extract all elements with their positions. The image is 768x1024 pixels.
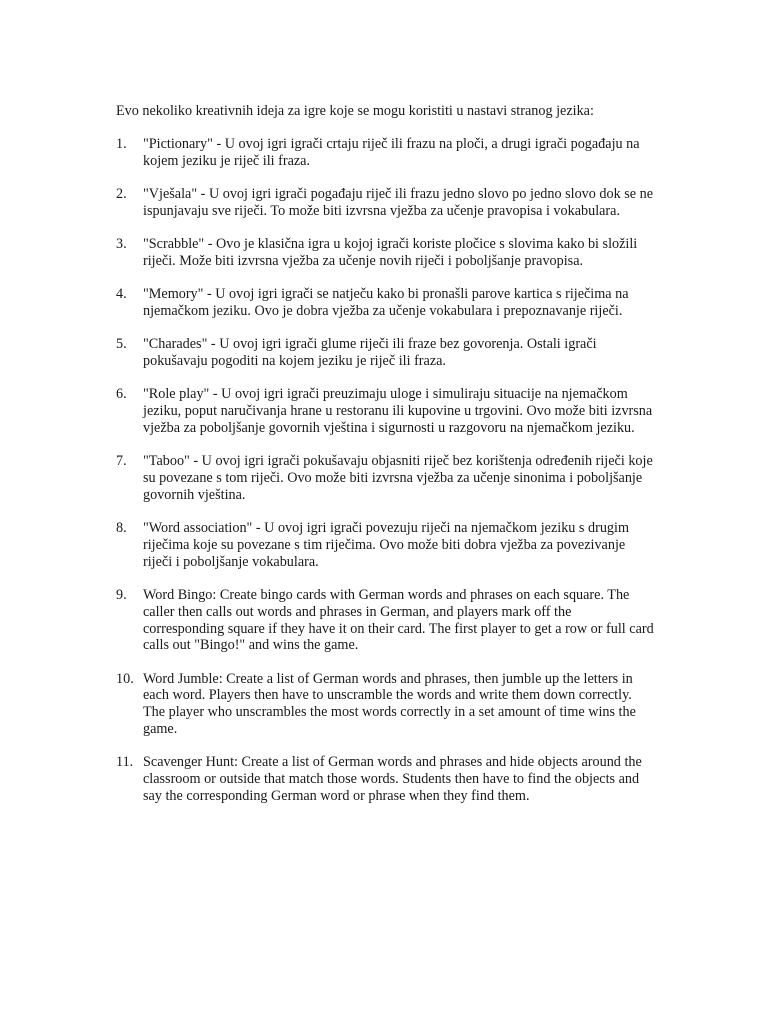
list-item-text: "Vješala" - U ovoj igri igrači pogađaju riječ ili frazu jedno slovo po jedno slovo dok se ne ispunjavaju sve riječi. To može biti izvrsna vježba za učenje pravopisa i vokabulara. xyxy=(143,185,653,219)
intro-paragraph: Evo nekoliko kreativnih ideja za igre koje se mogu koristiti u nastavi stranog jezika: xyxy=(116,103,594,119)
list-item-text: "Taboo" - U ovoj igri igrači pokušavaju objasniti riječ bez korištenja određenih riječi koje su povezane s tom riječi. Ovo može biti izvrsna vježba za učenje sinonima i poboljšanje govornih vještina. xyxy=(143,453,653,503)
list-item xyxy=(116,386,656,436)
list-item-number: 4. xyxy=(116,286,127,303)
list-item-text: "Word association" - U ovoj igri igrači povezuju riječi na njemačkom jeziku s drugim riječima koje su povezane s tim riječima. Ovo može biti dobra vježba za povezivanje riječi i poboljšanje vokabulara. xyxy=(143,520,629,570)
list-item-number: 10. xyxy=(116,670,134,687)
list-item xyxy=(116,754,656,804)
list-item-text: "Charades" - U ovoj igri igrači glume riječi ili fraze bez govorenja. Ostali igrači pokušavaju pogoditi na kojem jeziku je riječ ili fraza. xyxy=(143,336,597,369)
list-item-text: Word Jumble: Create a list of German words and phrases, then jumble up the letters in each word. Players then have to unscramble the words and write them down correctly. The player who unscrambles the most words correctly in a set amount of time wins the game. xyxy=(143,670,636,738)
list-item-number: 3. xyxy=(116,235,127,252)
list-item-number: 2. xyxy=(116,185,127,202)
list-item xyxy=(116,671,656,738)
list-item-number: 6. xyxy=(116,386,127,403)
list-item-number: 1. xyxy=(116,135,127,152)
list-item xyxy=(116,236,656,270)
list-item-number: 8. xyxy=(116,520,127,537)
document-body xyxy=(116,103,656,821)
list-item-number: 9. xyxy=(116,586,127,603)
list-item xyxy=(116,136,656,170)
list-item-text: "Memory" - U ovoj igri igrači se natječu kako bi pronašli parove kartica s riječima na njemačkom jeziku. Ovo je dobra vježba za učenje vokabulara i prepoznavanje riječi. xyxy=(143,286,629,319)
list-item-text: "Role play" - U ovoj igri igrači preuzimaju uloge i simuliraju situacije na njemačkom jeziku, poput naručivanja hrane u restoranu ili kupovine u trgovini. Ovo može biti izvrsna vježba za poboljšanje govornih vještina i sigurnosti u razgovoru na njemačkom jeziku. xyxy=(143,386,653,436)
list-item-text: "Pictionary" - U ovoj igri igrači crtaju riječ ili frazu na ploči, a drugi igrači pogađaju na kojem jeziku je riječ ili fraza. xyxy=(143,135,640,169)
list-item-number: 11. xyxy=(116,754,134,771)
list-item-number: 5. xyxy=(116,336,127,353)
list-item-text: "Scrabble" - Ovo je klasična igra u kojoj igrači koriste pločice s slovima kako bi složili riječi. Može biti izvrsna vježba za učenje novih riječi i poboljšanje pravopisa. xyxy=(143,235,638,269)
list-item-text: Word Bingo: Create bingo cards with German words and phrases on each square. The caller then calls out words and phrases in German, and players mark off the corresponding square if they have it on their card. The first player to get a row or full card calls out "Bingo!" and wins the game. xyxy=(143,586,654,654)
list-item xyxy=(116,286,656,320)
list-item xyxy=(116,186,656,220)
list-item xyxy=(116,587,656,654)
list-item-text: Scavenger Hunt: Create a list of German words and phrases and hide objects around the classroom or outside that match those words. Students then have to find the objects and say the corresponding German word or phrase when they find them. xyxy=(143,754,642,804)
idea-list xyxy=(116,136,656,805)
list-item-number: 7. xyxy=(116,453,127,470)
list-item xyxy=(116,453,656,503)
list-item xyxy=(116,520,656,570)
list-item xyxy=(116,336,656,370)
